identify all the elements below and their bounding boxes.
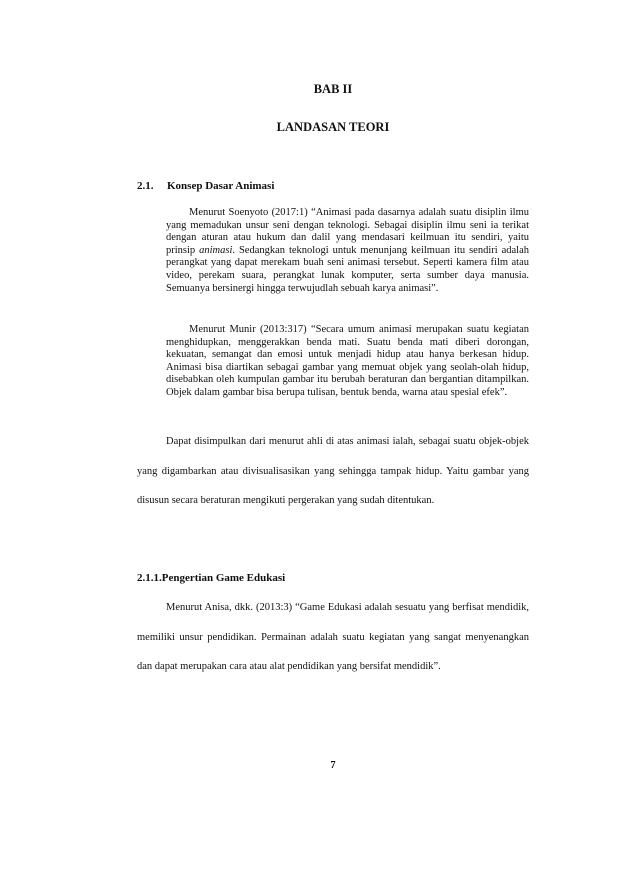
subsection-number: 2.1.1.	[137, 572, 162, 584]
subsection-heading	[137, 572, 285, 584]
chapter-number: BAB II	[313, 82, 353, 96]
chapter-title: LANDASAN TEORI	[276, 120, 390, 134]
block-quote: Menurut Munir (2013:317) “Secara umum animasi merupakan suatu kegiatan menghidupkan, menggerakkan benda mati. Suatu benda mati diberi dorongan, kekuatan, semangat dan emosi untuk menjadi hidup atau hanya berkesan hidup. Animasi bisa diartikan sebagai gambar yang memuat objek yang seolah-olah hidup, disebabkan oleh kumpulan gambar itu berubah beraturan dan bergantian ditampilkan. Objek dalam gambar bisa berupa tulisan, bentuk benda, warna atau spesial efek”.	[166, 324, 529, 398]
section-number: 2.1.	[137, 180, 154, 192]
section-title: Konsep Dasar Animasi	[167, 180, 275, 192]
page-number: 7	[330, 760, 336, 771]
section-heading	[137, 180, 274, 192]
body-paragraph: Menurut Anisa, dkk. (2013:3) “Game Edukasi adalah sesuatu yang berfisat mendidik, memiliki unsur pendidikan. Permainan adalah suatu kegiatan yang sangat menyenangkan dan dapat merupakan cara atau alat pendidikan yang bersifat mendidik”.	[137, 602, 529, 672]
block-quote: Menurut Soenyoto (2017:1) “Animasi pada dasarnya adalah suatu disiplin ilmu yang memadukan unsur seni dengan teknologi. Sebagai disiplin ilmu seni ia terikat dengan aturan atau hukum dan dalil yang mendasari keilmuan itu sendiri, yaitu prinsip animasi. Sedangkan teknologi untuk menunjang keilmuan itu sendiri adalah perangkat yang dapat merekam buah seni animasi tersebut. Seperti kamera film atau video, perekam suara, perangkat lunak komputer, serta sumber daya manusia. Semuanya bersinergi hingga terwujudlah sebuah karya animasi”.	[166, 207, 529, 294]
subsection-title: Pengertian Game Edukasi	[161, 572, 286, 584]
body-paragraph: Dapat disimpulkan dari menurut ahli di atas animasi ialah, sebagai suatu objek-objek yang digambarkan atau divisualisasikan yang sehingga tampak hidup. Yaitu gambar yang disusun secara beraturan mengikuti pergerakan yang sudah ditentukan.	[137, 436, 529, 506]
